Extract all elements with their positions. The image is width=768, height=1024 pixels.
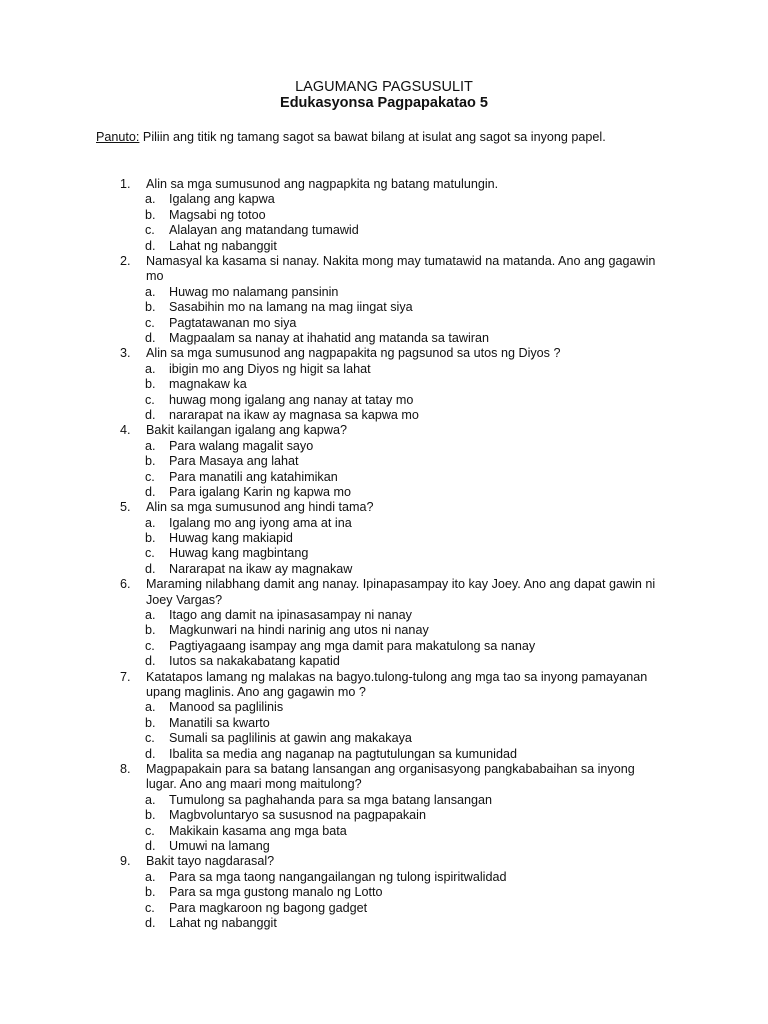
question-text: Namasyal ka kasama si nanay. Nakita mong may tumatawid na matanda. Ano ang gagawin mo [146, 253, 656, 284]
choice-text: ibigin mo ang Diyos ng higit sa lahat [169, 361, 371, 376]
choice-text: Huwag mo nalamang pansinin [169, 284, 339, 299]
choice-text: Sumali sa paglilinis at gawin ang makakaya [169, 731, 412, 746]
instructions-text: Piliin ang titik ng tamang sagot sa bawat bilang at isulat ang sagot sa inyong papel. [139, 130, 606, 144]
question-text: Bakit tayo nagdarasal? [146, 854, 275, 869]
choice-letter: c. [145, 223, 155, 238]
choice-item [96, 623, 676, 638]
question-number: 9. [120, 854, 131, 869]
choice-text: Pagtatawanan mo siya [169, 315, 297, 330]
choice-list [96, 700, 676, 762]
choice-list [96, 516, 676, 578]
choice-text: Manatili sa kwarto [169, 715, 270, 730]
choice-item [96, 824, 676, 839]
choice-text: magnakaw ka [169, 377, 247, 392]
choice-text: Para Masaya ang lahat [169, 454, 299, 469]
question-text: Alin sa mga sumusunod ang nagpapkita ng batang matulungin. [146, 177, 499, 191]
choice-letter: d. [145, 330, 156, 345]
choice-item [96, 208, 676, 223]
choice-list [96, 793, 676, 855]
question-text: Maraming nilabhang damit ang nanay. Ipinapasampay ito kay Joey. Ano ang dapat gawin ni Joey Vargas? [146, 577, 656, 607]
choice-item [96, 393, 676, 408]
choice-item [96, 516, 676, 531]
choice-item [96, 731, 676, 746]
choice-item [96, 408, 676, 423]
choice-item [96, 362, 676, 377]
choice-text: Lahat ng nabanggit [169, 915, 277, 930]
question-list [96, 177, 676, 931]
question-number: 7. [120, 669, 131, 684]
choice-letter: d. [145, 915, 156, 930]
choice-text: Umuwi na lamang [169, 838, 270, 853]
question-item [96, 577, 676, 669]
choice-letter: b. [145, 377, 156, 392]
question-number: 3. [120, 346, 131, 361]
choice-letter: b. [145, 300, 156, 315]
choice-letter: b. [145, 623, 156, 638]
choice-item [96, 331, 676, 346]
choice-item [96, 716, 676, 731]
question-item [96, 346, 676, 423]
instructions [96, 130, 656, 145]
choice-letter: b. [145, 207, 156, 222]
choice-text: Alalayan ang matandang tumawid [169, 223, 359, 238]
choice-list [96, 870, 676, 932]
choice-letter: c. [145, 392, 155, 407]
choice-item [96, 223, 676, 238]
choice-letter: a. [145, 438, 156, 453]
question-item [96, 762, 676, 854]
choice-list [96, 362, 676, 424]
question-number: 4. [120, 423, 131, 438]
choice-item [96, 885, 676, 900]
question-item [96, 500, 676, 577]
choice-list [96, 439, 676, 501]
choice-item [96, 439, 676, 454]
choice-letter: d. [145, 654, 156, 669]
choice-text: Para sa mga gustong manalo ng Lotto [169, 885, 383, 900]
question-number: 2. [120, 253, 131, 268]
choice-text: Tumulong sa paghahanda para sa mga batang lansangan [169, 792, 493, 807]
choice-item [96, 470, 676, 485]
question-number: 5. [120, 500, 131, 515]
choice-text: Magsabi ng totoo [169, 207, 266, 222]
choice-letter: d. [145, 746, 156, 761]
document-subtitle: Edukasyonsa Pagpapakatao 5 [280, 95, 488, 111]
choice-letter: d. [145, 238, 156, 253]
choice-text: Igalang ang kapwa [169, 192, 275, 207]
choice-text: Magkunwari na hindi narinig ang utos ni nanay [169, 623, 429, 638]
choice-item [96, 377, 676, 392]
question-number: 1. [120, 177, 131, 191]
choice-item [96, 285, 676, 300]
choice-letter: a. [145, 700, 156, 715]
choice-item [96, 901, 676, 916]
choice-text: Para walang magalit sayo [169, 438, 314, 453]
choice-item [96, 916, 676, 931]
choice-letter: d. [145, 484, 156, 499]
choice-letter: a. [145, 284, 156, 299]
choice-text: Para manatili ang katahimikan [169, 469, 338, 484]
choice-text: Lahat ng nabanggit [169, 238, 277, 253]
choice-item [96, 747, 676, 762]
choice-text: nararapat na ikaw ay magnasa sa kapwa mo [169, 407, 419, 422]
question-text: Alin sa mga sumusunod ang nagpapakita ng pagsunod sa utos ng Diyos ? [146, 346, 561, 361]
choice-letter: a. [145, 515, 156, 530]
choice-item [96, 300, 676, 315]
choice-item [96, 485, 676, 500]
choice-text: Itago ang damit na ipinasasampay ni nanay [169, 608, 412, 623]
question-text: Magpapakain para sa batang lansangan ang organisasyong pangkababaihan sa inyong lugar. Ano ang maari mong maitulong? [146, 762, 635, 792]
question-item [96, 254, 676, 346]
instructions-label: Panuto: [96, 130, 140, 144]
choice-letter: a. [145, 192, 156, 207]
question-text: Katatapos lamang ng malakas na bagyo.tulong-tulong ang mga tao sa inyong pamayanan upang maglinis. Ano ang gagawin mo ? [146, 669, 648, 700]
choice-text: Sasabihin mo na lamang na mag iingat siya [169, 300, 413, 315]
choice-letter: c. [145, 823, 155, 838]
choice-text: Pagtiyagaang isampay ang mga damit para makatulong sa nanay [169, 638, 536, 653]
choice-text: Para magkaroon ng bagong gadget [169, 900, 368, 915]
choice-letter: c. [145, 900, 155, 915]
choice-item [96, 870, 676, 885]
choice-letter: c. [145, 546, 155, 561]
choice-letter: b. [145, 808, 156, 823]
choice-letter: d. [145, 561, 156, 576]
choice-letter: b. [145, 885, 156, 900]
choice-text: Makikain kasama ang mga bata [169, 823, 347, 838]
choice-text: Magbvoluntaryo sa sususnod na pagpapakain [169, 808, 426, 823]
choice-list [96, 285, 676, 347]
choice-list [96, 192, 676, 254]
choice-text: Para sa mga taong nangangailangan ng tulong ispiritwalidad [169, 869, 507, 884]
choice-item [96, 639, 676, 654]
choice-item [96, 192, 676, 207]
choice-letter: a. [145, 608, 156, 623]
choice-item [96, 793, 676, 808]
choice-letter: a. [145, 869, 156, 884]
choice-item [96, 700, 676, 715]
choice-letter: b. [145, 454, 156, 469]
choice-item [96, 562, 676, 577]
choice-item [96, 654, 676, 669]
choice-letter: b. [145, 531, 156, 546]
choice-text: Manood sa paglilinis [169, 700, 284, 715]
question-text: Bakit kailangan igalang ang kapwa? [146, 423, 347, 438]
choice-text: Nararapat na ikaw ay magnakaw [169, 561, 353, 576]
choice-text: Huwag kang makiapid [169, 531, 293, 546]
choice-item [96, 454, 676, 469]
choice-text: Iutos sa nakakabatang kapatid [169, 654, 340, 669]
choice-text: Magpaalam sa nanay at ihahatid ang matanda sa tawiran [169, 330, 489, 345]
choice-letter: d. [145, 407, 156, 422]
choice-letter: c. [145, 638, 155, 653]
choice-text: Ibalita sa media ang naganap na pagtutulungan sa kumunidad [169, 746, 517, 761]
document-title: LAGUMANG PAGSUSULIT [295, 79, 473, 95]
choice-text: Huwag kang magbintang [169, 546, 309, 561]
choice-list [96, 608, 676, 670]
choice-letter: c. [145, 469, 155, 484]
choice-item [96, 608, 676, 623]
choice-letter: a. [145, 361, 156, 376]
choice-item [96, 316, 676, 331]
choice-letter: a. [145, 792, 156, 807]
choice-text: Igalang mo ang iyong ama at ina [169, 515, 352, 530]
question-text: Alin sa mga sumusunod ang hindi tama? [146, 500, 374, 515]
choice-item [96, 239, 676, 254]
choice-item [96, 839, 676, 854]
question-item [96, 423, 676, 500]
choice-letter: d. [145, 838, 156, 853]
choice-letter: c. [145, 731, 155, 746]
choice-text: huwag mong igalang ang nanay at tatay mo [169, 392, 414, 407]
choice-text: Para igalang Karin ng kapwa mo [169, 484, 352, 499]
question-item [96, 670, 676, 762]
choice-item [96, 531, 676, 546]
question-number: 6. [120, 577, 131, 592]
choice-item [96, 546, 676, 561]
question-item [96, 177, 676, 254]
question-number: 8. [120, 762, 131, 776]
choice-letter: c. [145, 315, 155, 330]
question-item [96, 854, 676, 931]
choice-letter: b. [145, 715, 156, 730]
choice-item [96, 808, 676, 823]
